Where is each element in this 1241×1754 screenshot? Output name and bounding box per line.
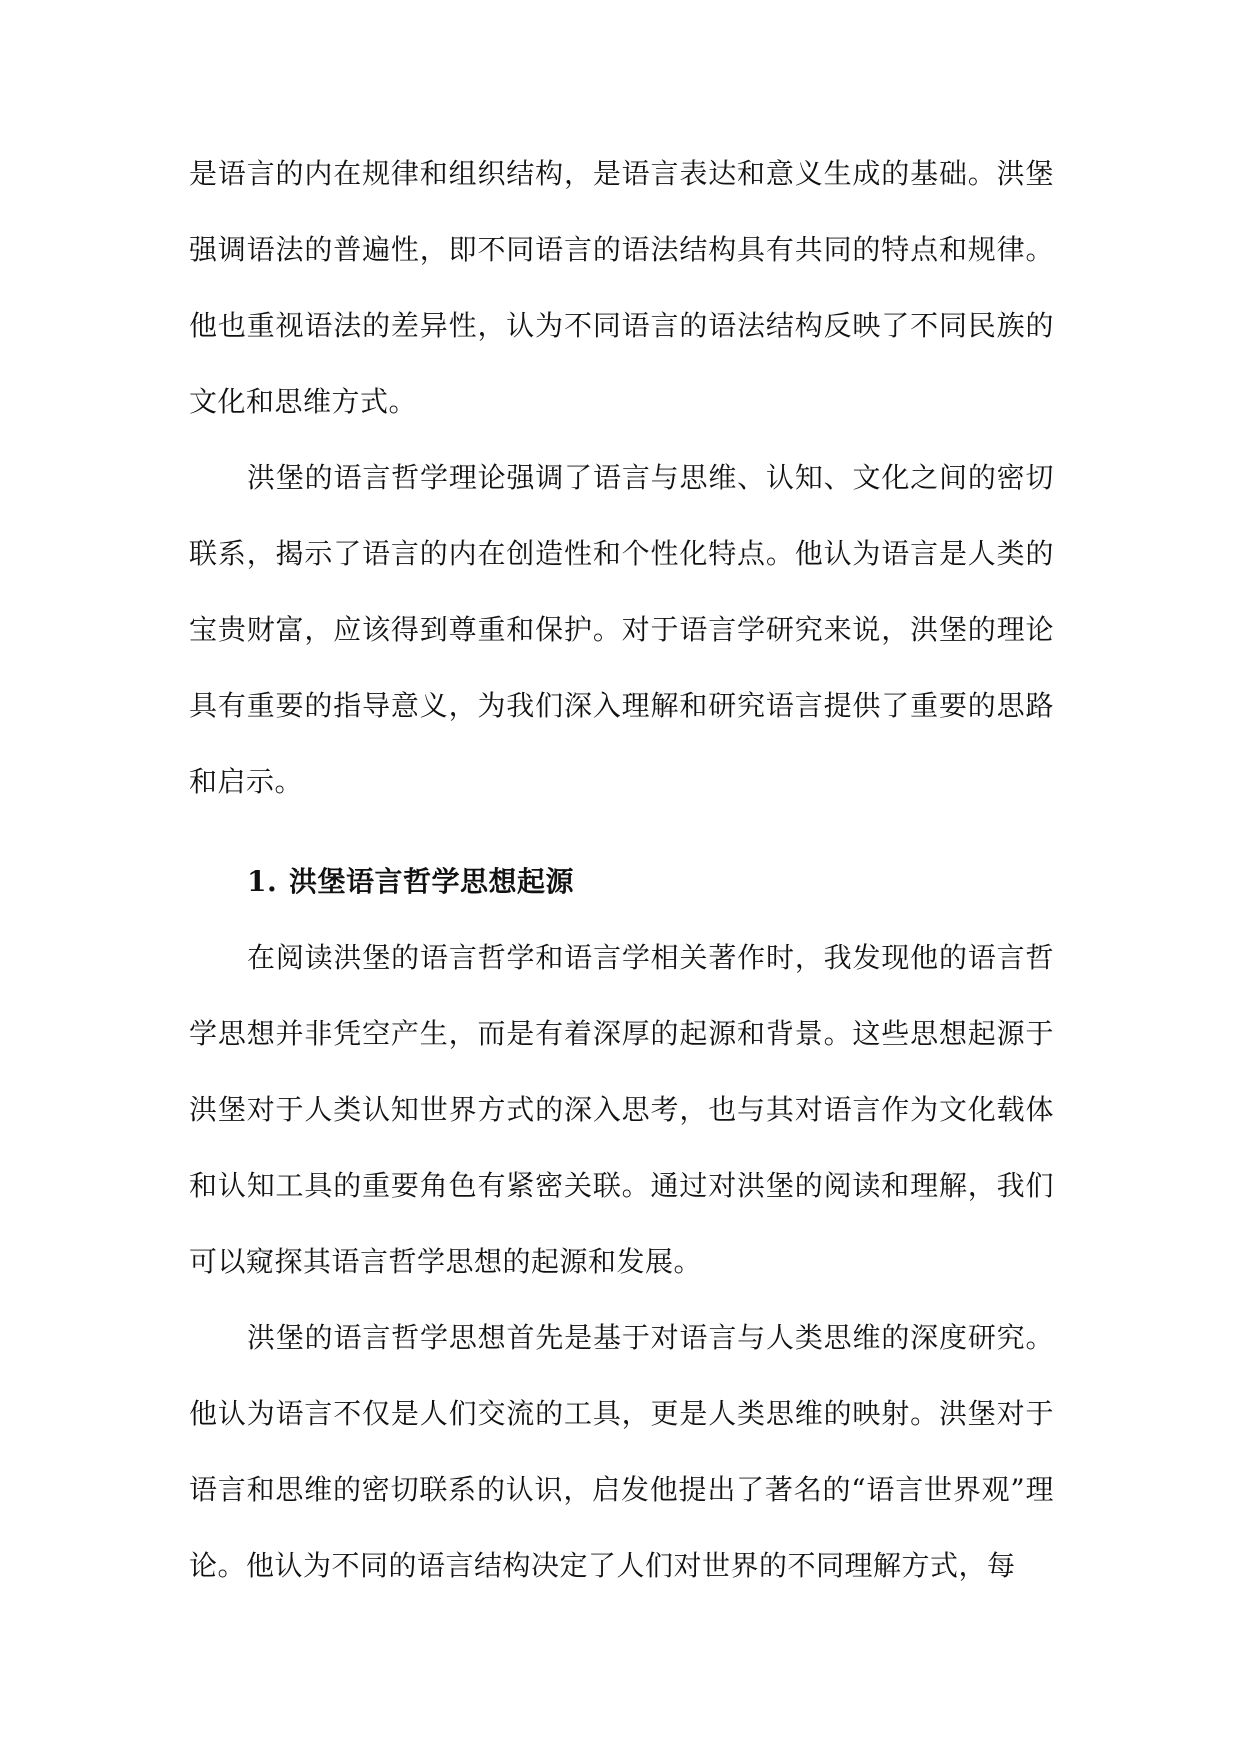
paragraph-3: 在阅读洪堡的语言哲学和语言学相关著作时，我发现他的语言哲学思想并非凭空产生，而是有着深厚的起源和背景。这些思想起源于洪堡对于人类认知世界方式的深入思考，也与其对语言作为文化载体和认知工具的重要角色有紧密关联。通过对洪堡的阅读和理解，我们可以窥探其语言哲学思想的起源和发展。 [189,941,1054,1278]
section-heading [189,844,1054,920]
section-number: 1. [247,865,278,898]
paragraph-4: 洪堡的语言哲学思想首先是基于对语言与人类思维的深度研究。他认为语言不仅是人们交流的工具，更是人类思维的映射。洪堡对于语言和思维的密切联系的认识，启发他提出了著名的“语言世界观”理论。他认为不同的语言结构决定了人们对世界的不同理解方式，每 [189,1321,1054,1582]
paragraph-2: 洪堡的语言哲学理论强调了语言与思维、认知、文化之间的密切联系，揭示了语言的内在创造性和个性化特点。他认为语言是人类的宝贵财富，应该得到尊重和保护。对于语言学研究来说，洪堡的理论具有重要的指导意义，为我们深入理解和研究语言提供了重要的思路和启示。 [189,461,1054,798]
document-body [189,136,1054,1604]
paragraph-1: 是语言的内在规律和组织结构，是语言表达和意义生成的基础。洪堡强调语法的普遍性，即不同语言的语法结构具有共同的特点和规律。他也重视语法的差异性，认为不同语言的语法结构反映了不同民族的文化和思维方式。 [189,157,1054,418]
section-title: 洪堡语言哲学思想起源 [289,865,575,898]
